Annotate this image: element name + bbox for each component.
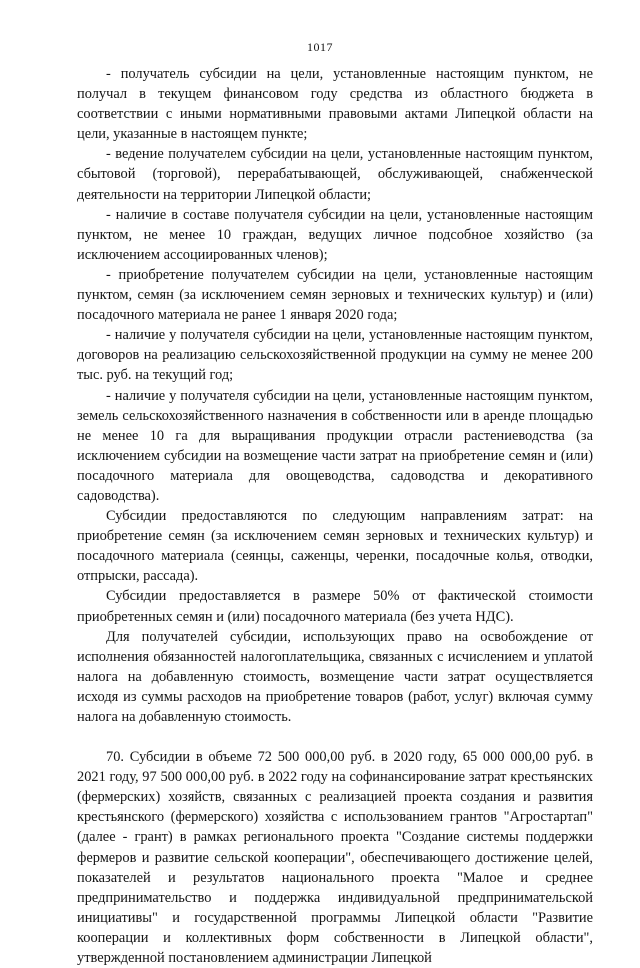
paragraph-condition-activity: - ведение получателем субсидии на цели, установленные настоящим пунктом, сбытовой (торговой), перерабатывающей, обслуживающей, снабженческой деятельности на территории Липецкой области;	[77, 146, 593, 203]
paragraph-condition-seed-purchase: - приобретение получателем субсидии на цели, установленные настоящим пунктом, семян (за исключением семян зерновых и технических культур) и (или) посадочного материала не ранее 1 января 2020 года;	[77, 266, 593, 324]
paragraph-condition-members: - наличие в составе получателя субсидии на цели, установленные настоящим пунктом, не менее 10 граждан, ведущих личное подсобное хозяйство (за исключением ассоциированных членов);	[77, 206, 593, 263]
paragraph-condition-no-other-funds: - получатель субсидии на цели, установленные настоящим пунктом, не получал в текущем финансовом году средства из областного бюджета в соответствии с иными нормативными правовыми актами Липецкой области на цели, указанные в настоящем пункте;	[77, 66, 593, 143]
paragraph-item-70: 70. Субсидии в объеме 72 500 000,00 руб. в 2020 году, 65 000 000,00 руб. в 2021 году, 97 500 000,00 руб. в 2022 году на софинансирование затрат крестьянских (фермерских) хозяйств, связанных с реализацией проекта создания и развития крестьянского (фермерского) хозяйства с использованием грантов "Агростартап" (далее - грант) в рамках регионального проекта "Создание системы поддержки фермеров и развитие сельской кооперации", обеспечивающего достижение целей, показателей и результатов национального проекта "Малое и среднее предпринимательство и поддержка индивидуальной предпринимательской инициативы" и государственной программы Липецкой области "Развитие кооперации и коллективных форм собственности в Липецкой области", утвержденной постановлением администрации Липецкой	[77, 749, 593, 967]
body-text	[77, 64, 593, 968]
paragraph-cost-directions: Субсидии предоставляются по следующим направлениям затрат: на приобретение семян (за исключением семян зерновых и технических культур) и посадочного материала (сеянцы, саженцы, черенки, посадочные колья, отводки, отпрыски, рассада).	[77, 508, 593, 585]
paragraph-condition-land: - наличие у получателя субсидии на цели, установленные настоящим пунктом, земель сельскохозяйственного назначения в собственности или в аренде площадью не менее 10 га для выращивания продукции отрасли растениеводства (за исключением субсидии на возмещение части затрат на приобретение семян и (или) посадочного материала для овощеводства, садоводства и декоративного садоводства).	[77, 387, 593, 504]
page-number: 1017	[307, 40, 333, 54]
paragraph-subsidy-rate: Субсидии предоставляется в размере 50% от фактической стоимости приобретенных семян и (или) посадочного материала (без учета НДС).	[77, 588, 593, 625]
paragraph-condition-contracts: - наличие у получателя субсидии на цели, установленные настоящим пунктом, договоров на реализацию сельскохозяйственной продукции на сумму не менее 200 тыс. руб. на текущий год;	[77, 327, 593, 384]
paragraph-vat-exemption: Для получателей субсидии, использующих право на освобождение от исполнения обязанностей налогоплательщика, связанных с исчислением и уплатой налога на добавленную стоимость, возмещение части затрат осуществляется исходя из суммы расходов на приобретение товаров (работ, услуг) включая сумму налога на добавленную стоимость.	[77, 628, 593, 725]
